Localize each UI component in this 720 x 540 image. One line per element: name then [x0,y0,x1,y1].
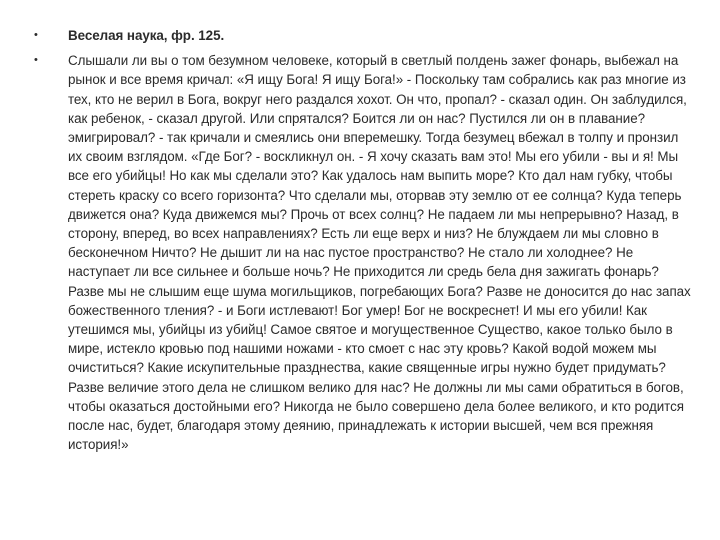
quote-source-heading: Веселая наука, фр. 125. [68,28,225,43]
bullet-marker: • [34,54,38,67]
bullet-marker: • [34,29,38,41]
bullet-list [34,26,694,460]
quote-body-text: Слышали ли вы о том безумном человеке, который в светлый полдень зажег фонарь, выбежал на рынок и все время кричал: «Я ищу Бога! Я ищу Бога!» - Поскольку там собрались как раз многие из тех, кто не верил в Бога, вокруг него раздался хохот. Он что, пропал? - сказал один. Он заблудился, как ребенок, - сказал другой. Или спрятался? Боится ли он нас? Пустился ли он в плавание? эмигрировал? - так кричали и смеялись они вперемешку. Тогда безумец вбежал в толпу и пронзил их своим взглядом. «Где Бог? - воскликнул он. - Я хочу сказать вам это! Мы его убили - вы и я! Мы все его убийцы! Но как мы сделали это? Как удалось нам выпить море? Кто дал нам губку, чтобы стереть краску со всего горизонта? Что сделали мы, оторвав эту землю от ее солнца? Куда теперь движется она? Куда движемся мы? Прочь от всех солнц? Не падаем ли мы непрерывно? Назад, в сторону, вперед, во всех направлениях? Есть ли еще верх и низ? Не блуждаем ли мы словно в бесконечном Ничто? Не дышит ли на нас пустое пространство? Не стало ли холоднее? Не наступает ли все сильнее и больше ночь? Не приходится ли средь бела дня зажигать фонарь? Разве мы не слышим еще шума могильщиков, погребающих Бога? Разве не доносится до нас запах божественного тления? - и Боги истлевают! Бог умер! Бог не воскреснет! И мы его убили! Как утешимся мы, убийцы из убийц! Самое святое и могущественное Существо, какое только было в мире, истекло кровью под нашими ножами - кто смоет с нас эту кровь? Какой водой можем мы очиститься? Какие искупительные празднества, какие священные игры нужно будет придумать? Разве величие этого дела не слишком велико для нас? Не должны ли мы сами обратиться в богов, чтобы оказаться достойными его? Никогда не было совершено дела более великого, и кто родится после нас, будет, благодаря этому деянию, принадлежать к истории высшей, чем вся прежняя история!» [68,53,691,453]
bullet-item-body [34,51,694,454]
bullet-item-heading [34,26,694,45]
